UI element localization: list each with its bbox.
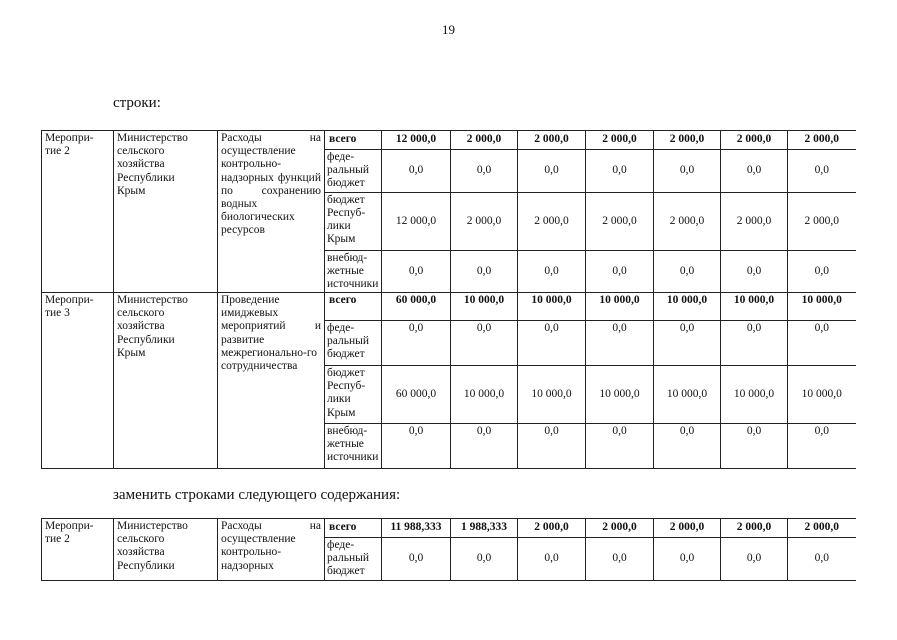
value-cell: 10 000,0 (518, 366, 586, 424)
value-cell: 2 000,0 (586, 131, 654, 150)
value-cell: 0,0 (451, 250, 518, 293)
value-cell: 60 000,0 (382, 293, 451, 321)
value-cell: 0,0 (518, 150, 586, 193)
value-cell: 10 000,0 (451, 293, 518, 321)
value-cell: 0,0 (586, 321, 654, 366)
executor-cell: Министерство сельского хозяйства Республики Крым (114, 293, 218, 469)
table-row (42, 519, 856, 538)
table-activity-2-old (41, 130, 856, 293)
value-cell: 0,0 (451, 321, 518, 366)
value-cell: 12 000,0 (382, 192, 451, 250)
description-cell: Расходы на осуществление контрольно-надзорных (218, 519, 325, 581)
value-cell: 2 000,0 (586, 192, 654, 250)
table-row (42, 131, 856, 150)
value-cell: 10 000,0 (721, 293, 788, 321)
value-cell: 10 000,0 (788, 293, 856, 321)
value-cell: 0,0 (654, 321, 721, 366)
value-cell: 2 000,0 (788, 519, 856, 538)
source-total-label: всего (325, 293, 382, 321)
value-cell: 0,0 (721, 250, 788, 293)
value-cell: 0,0 (788, 321, 856, 366)
activity-cell: Меропри- тие 3 (42, 293, 114, 469)
value-cell: 0,0 (721, 321, 788, 366)
value-cell: 0,0 (788, 150, 856, 193)
value-cell: 0,0 (721, 424, 788, 469)
source-total-label: всего (325, 519, 382, 538)
value-cell: 0,0 (586, 424, 654, 469)
value-cell: 2 000,0 (654, 192, 721, 250)
value-cell: 0,0 (451, 424, 518, 469)
lead-text-replace: заменить строками следующего содержания: (113, 487, 401, 503)
value-cell: 2 000,0 (518, 519, 586, 538)
value-cell: 60 000,0 (382, 366, 451, 424)
value-cell: 2 000,0 (654, 519, 721, 538)
value-cell: 0,0 (721, 150, 788, 193)
lead-text-lines: строки: (113, 95, 161, 111)
value-cell: 0,0 (586, 150, 654, 193)
executor-cell: Министерство сельского хозяйства Республики (114, 519, 218, 581)
value-cell: 10 000,0 (518, 293, 586, 321)
value-cell: 0,0 (518, 321, 586, 366)
activity-cell: Меропри- тие 2 (42, 131, 114, 293)
source-federal-label: феде- ральный бюджет (325, 538, 382, 581)
value-cell: 0,0 (654, 150, 721, 193)
value-cell: 0,0 (451, 150, 518, 193)
value-cell: 0,0 (518, 250, 586, 293)
value-cell: 0,0 (518, 424, 586, 469)
value-cell: 0,0 (586, 250, 654, 293)
value-cell: 0,0 (654, 424, 721, 469)
value-cell: 10 000,0 (788, 366, 856, 424)
source-total-label: всего (325, 131, 382, 150)
value-cell: 2 000,0 (518, 131, 586, 150)
value-cell: 0,0 (451, 538, 518, 581)
value-cell: 0,0 (382, 538, 451, 581)
value-cell: 10 000,0 (586, 366, 654, 424)
value-cell: 0,0 (382, 321, 451, 366)
value-cell: 0,0 (382, 250, 451, 293)
value-cell: 0,0 (586, 538, 654, 581)
value-cell: 2 000,0 (721, 192, 788, 250)
value-cell: 12 000,0 (382, 131, 451, 150)
value-cell: 2 000,0 (788, 131, 856, 150)
value-cell: 10 000,0 (451, 366, 518, 424)
value-cell: 0,0 (518, 538, 586, 581)
value-cell: 2 000,0 (654, 131, 721, 150)
value-cell: 0,0 (654, 538, 721, 581)
activity-cell: Меропри- тие 2 (42, 519, 114, 581)
value-cell: 0,0 (654, 250, 721, 293)
value-cell: 0,0 (788, 250, 856, 293)
value-cell: 2 000,0 (721, 131, 788, 150)
source-federal-label: феде- ральный бюджет (325, 321, 382, 366)
table-activity-3 (41, 292, 856, 469)
value-cell: 10 000,0 (654, 366, 721, 424)
source-republic-label: бюджет Респуб- лики Крым (325, 366, 382, 424)
value-cell: 2 000,0 (518, 192, 586, 250)
page-number: 19 (442, 22, 455, 37)
source-extra-label: внебюд- жетные источники (325, 424, 382, 469)
executor-cell: Министерство сельского хозяйства Республики Крым (114, 131, 218, 293)
value-cell: 2 000,0 (451, 192, 518, 250)
description-cell: Проведение имиджевых мероприятий и развитие межрегионально-го сотрудничества (218, 293, 325, 469)
source-republic-label: бюджет Респуб- лики Крым (325, 192, 382, 250)
value-cell: 2 000,0 (451, 131, 518, 150)
value-cell: 0,0 (382, 150, 451, 193)
value-cell: 10 000,0 (721, 366, 788, 424)
value-cell: 11 988,333 (382, 519, 451, 538)
value-cell: 2 000,0 (721, 519, 788, 538)
value-cell: 2 000,0 (586, 519, 654, 538)
value-cell: 0,0 (721, 538, 788, 581)
table-activity-2-new (41, 518, 856, 581)
value-cell: 10 000,0 (654, 293, 721, 321)
source-extra-label: внебюд- жетные источники (325, 250, 382, 293)
value-cell: 0,0 (788, 538, 856, 581)
table-row (42, 293, 856, 321)
description-cell: Расходы на осуществление контрольно-надзорных функций по сохранению водных биологических ресурсов (218, 131, 325, 293)
value-cell: 0,0 (788, 424, 856, 469)
value-cell: 1 988,333 (451, 519, 518, 538)
value-cell: 2 000,0 (788, 192, 856, 250)
value-cell: 10 000,0 (586, 293, 654, 321)
source-federal-label: феде- ральный бюджет (325, 150, 382, 193)
value-cell: 0,0 (382, 424, 451, 469)
